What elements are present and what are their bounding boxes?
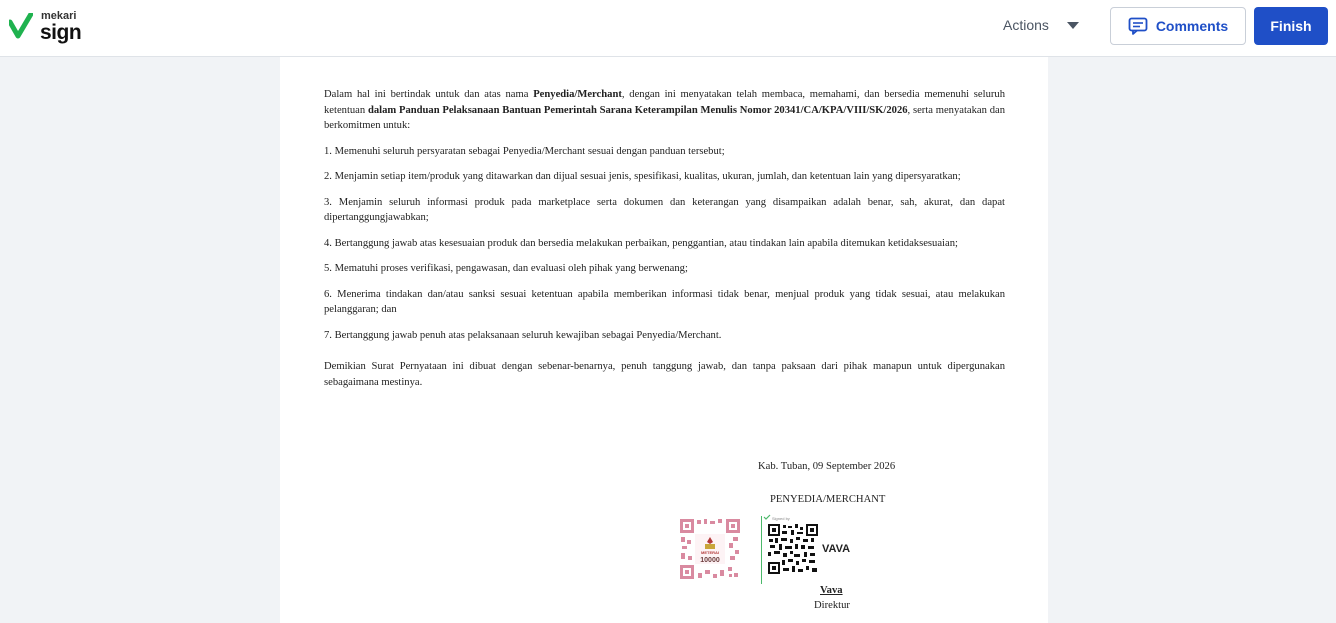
- signer-role: PENYEDIA/MERCHANT: [770, 494, 886, 505]
- list-item: 1. Memenuhi seluruh persyaratan sebagai Penyedia/Merchant sesuai dengan panduan tersebut;: [324, 145, 725, 157]
- intro-text-1: Dalam hal ini bertindak untuk dan atas nama: [324, 89, 534, 100]
- list-item: 5. Mematuhi proses verifikasi, pengawasan, dan evaluasi oleh pihak yang berwenang;: [324, 263, 688, 274]
- closing-paragraph: Demikian Surat Pernyataan ini dibuat dengan sebenar-benarnya, penuh tanggung jawab, dan tanpa paksaan dari pihak manapun untuk dipergunakan sebagaimana mestinya.: [324, 361, 1005, 388]
- list-item: 2. Menjamin setiap item/produk yang ditawarkan dan dijual sesuai jenis, spesifikasi, kualitas, ukuran, jumlah, dan ketentuan lain yang dipersyaratkan;: [324, 171, 961, 182]
- intro-text-3: , serta menyatakan dan berkomitmen untuk:: [324, 104, 1005, 131]
- place-date: Kab. Tuban, 09 September 2026: [758, 461, 896, 472]
- document-page: [280, 57, 1048, 623]
- intro-bold-1: Penyedia/Merchant: [533, 89, 622, 100]
- comment-icon: [1128, 17, 1148, 35]
- list-item: 4. Bertanggung jawab atas kesesuaian produk dan bersedia melakukan perbaikan, penggantian, atau tindakan lain apabila ditemukan ketidaksesuaian;: [324, 237, 958, 249]
- caret-down-icon: [1067, 22, 1079, 29]
- signature-name: VAVA: [822, 543, 851, 555]
- comments-button[interactable]: [1110, 7, 1246, 45]
- comments-label: Comments: [1155, 18, 1229, 34]
- actions-dropdown[interactable]: [1003, 17, 1079, 33]
- checkmark-logo-icon: [9, 13, 33, 39]
- intro-bold-2: dalam Panduan Pelaksanaan Bantuan Pemerintah Sarana Keterampilan Menulis Nomor 20341/CA/KPA/VIII/SK/2026: [367, 104, 908, 116]
- list-item: 3. Menjamin seluruh informasi produk pada marketplace serta dokumen dan keterangan yang disampaikan adalah benar, sah, akurat, dan dapat dipertanggungjawabkan;: [324, 196, 1005, 223]
- intro-text-2: , dengan ini menyatakan telah membaca, memahami, dan bersedia memenuhi seluruh ketentuan: [324, 89, 1005, 116]
- signature-qr-code-icon: [768, 524, 818, 574]
- stamp-label: METERAI: [701, 550, 719, 555]
- actions-label: Actions: [1003, 17, 1049, 33]
- stamp-value: 10000: [700, 557, 720, 564]
- document-body: [324, 87, 1005, 400]
- list-item: 7. Bertanggung jawab penuh atas pelaksanaan seluruh kewajiban sebagai Penyedia/Merchant.: [324, 329, 722, 341]
- signed-by-label: Signed by: [772, 516, 790, 521]
- intro-paragraph: [324, 87, 1005, 134]
- logo-mekari-text: mekari: [41, 10, 77, 22]
- check-icon: [763, 514, 771, 520]
- mekari-sign-logo[interactable]: [9, 10, 99, 46]
- signer-title: Direktur: [814, 600, 850, 611]
- signer-name: Vava: [820, 585, 843, 596]
- e-meterai-stamp-icon[interactable]: [679, 518, 741, 580]
- finish-button[interactable]: Finish: [1254, 7, 1328, 45]
- list-item: 6. Menerima tindakan dan/atau sanksi sesuai ketentuan apabila memberikan informasi tidak benar, menjual produk yang tidak sesuai, atau melakukan pelanggaran; dan: [324, 288, 1005, 315]
- logo-sign-text: sign: [40, 21, 82, 44]
- top-bar: [0, 0, 1336, 57]
